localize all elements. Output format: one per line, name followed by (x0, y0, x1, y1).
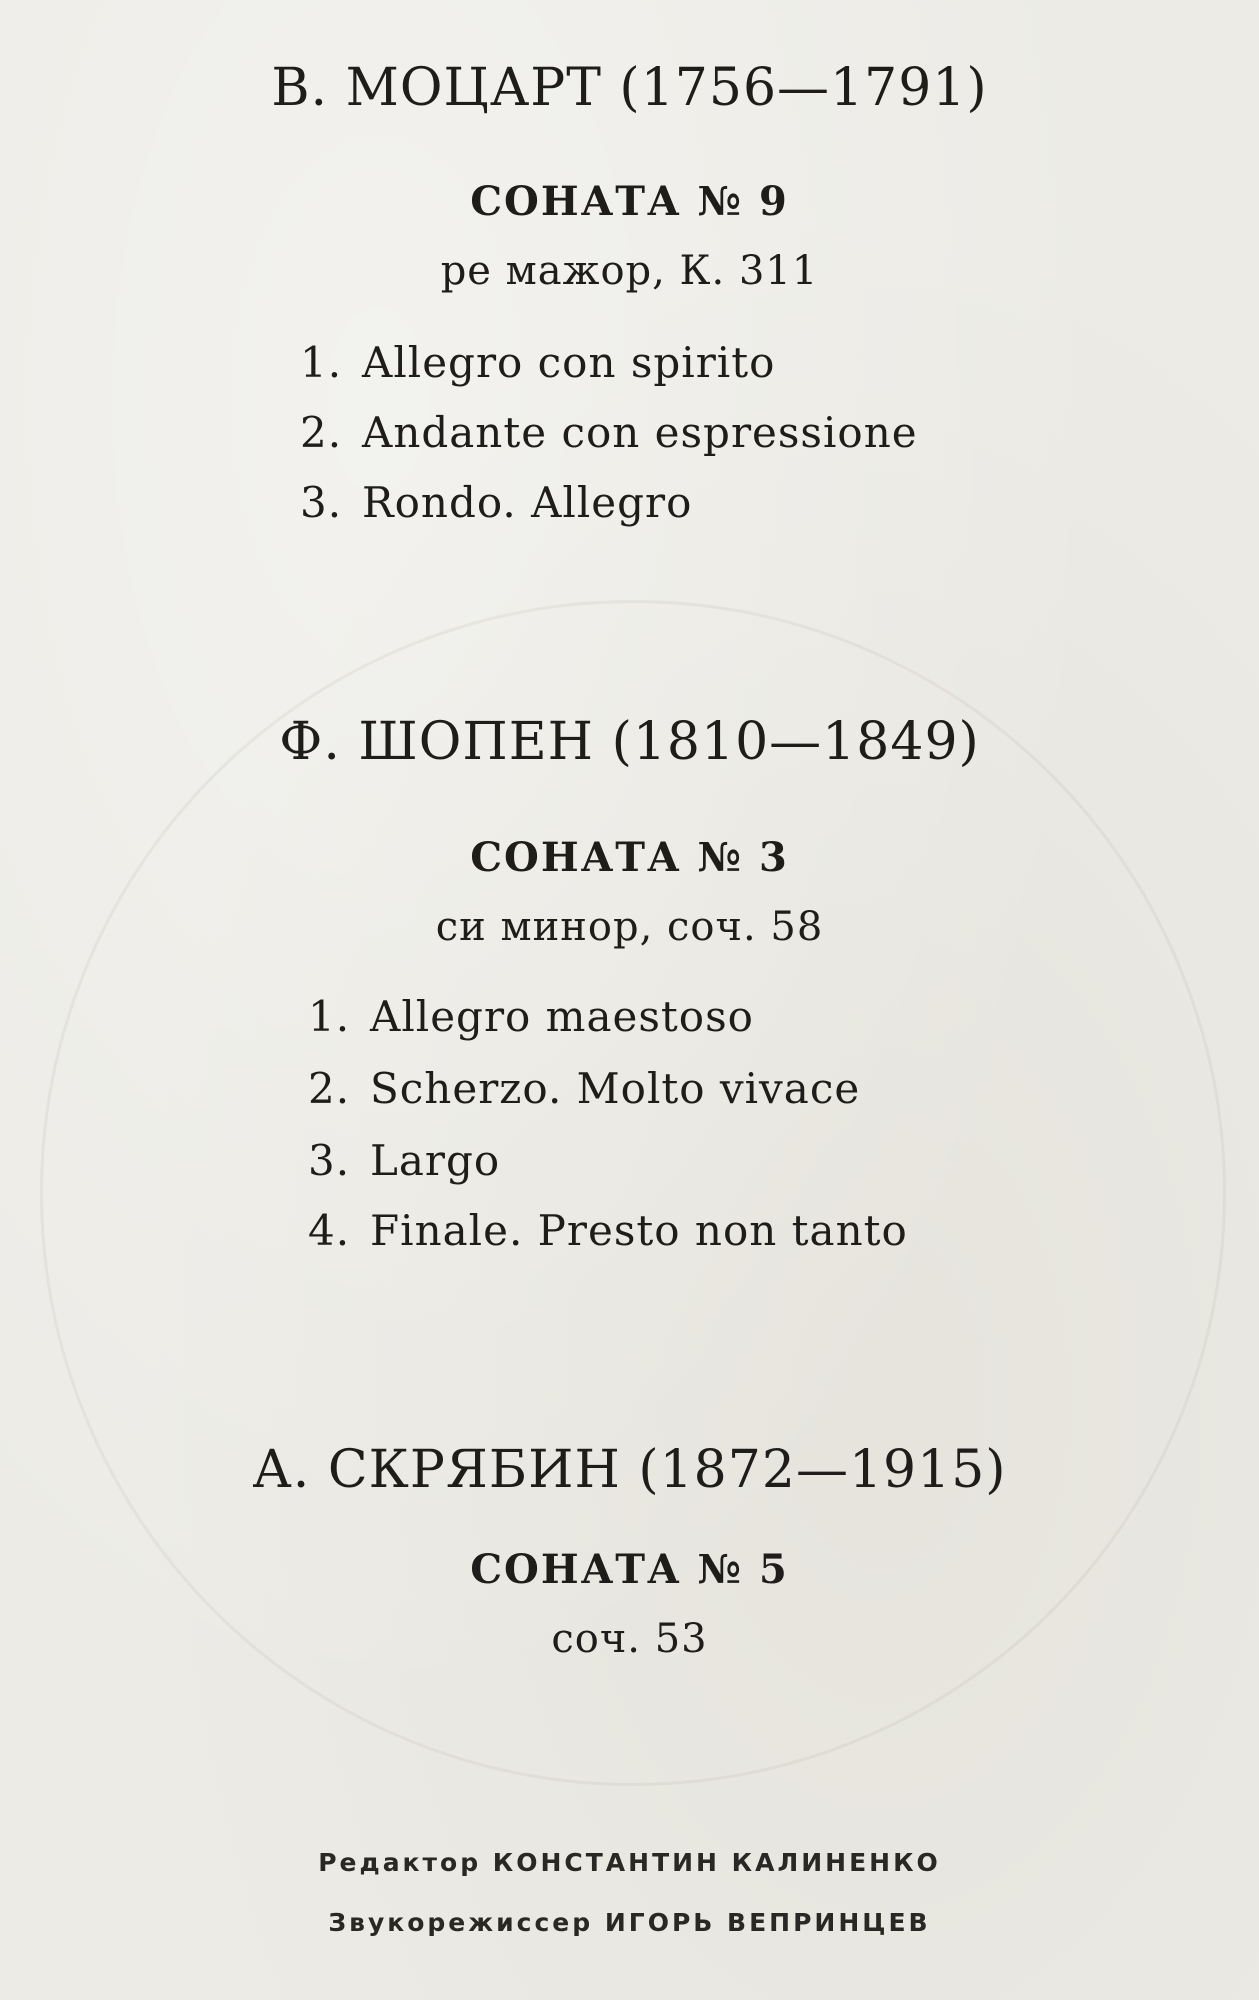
composer-chopin-heading: Ф. ШОПЕН (1810—1849) (279, 712, 980, 772)
chopin-movement-1 (308, 992, 754, 1041)
movement-number: 1. (308, 992, 351, 1041)
record-ring-wear (40, 600, 1226, 1786)
movement-title: Finale. Presto non tanto (370, 1206, 908, 1255)
sonata-9-key: ре мажор, К. 311 (440, 248, 819, 294)
movement-number: 2. (300, 408, 343, 457)
mozart-movement-2 (300, 408, 918, 457)
movement-title: Andante con espressione (362, 408, 918, 457)
sonata-5-title: СОНАТА № 5 (470, 1546, 789, 1593)
movement-number: 3. (308, 1136, 351, 1185)
sonata-5-key: соч. 53 (551, 1616, 708, 1662)
composer-scriabin-heading: А. СКРЯБИН (1872—1915) (252, 1440, 1007, 1500)
movement-title: Scherzo. Molto vivace (370, 1064, 861, 1113)
chopin-movement-4 (308, 1206, 908, 1255)
movement-title: Largo (370, 1136, 501, 1185)
sonata-3-key: си минор, соч. 58 (435, 904, 824, 950)
movement-title: Rondo. Allegro (362, 478, 693, 527)
mozart-movement-1 (300, 338, 775, 387)
editor-credit: Редактор КОНСТАНТИН КАЛИНЕНКО (318, 1848, 941, 1877)
movement-title: Allegro maestoso (370, 992, 754, 1041)
movement-title: Allegro con spirito (362, 338, 776, 387)
movement-number: 3. (300, 478, 343, 527)
mozart-movement-3 (300, 478, 692, 527)
chopin-movement-2 (308, 1064, 860, 1113)
sonata-9-title: СОНАТА № 9 (470, 178, 789, 225)
movement-number: 2. (308, 1064, 351, 1113)
chopin-movement-3 (308, 1136, 500, 1185)
sound-engineer-credit: Звукорежиссер ИГОРЬ ВЕПРИНЦЕВ (328, 1908, 931, 1937)
composer-mozart-heading: В. МОЦАРТ (1756—1791) (271, 58, 988, 118)
movement-number: 1. (300, 338, 343, 387)
movement-number: 4. (308, 1206, 351, 1255)
sonata-3-title: СОНАТА № 3 (470, 834, 789, 881)
